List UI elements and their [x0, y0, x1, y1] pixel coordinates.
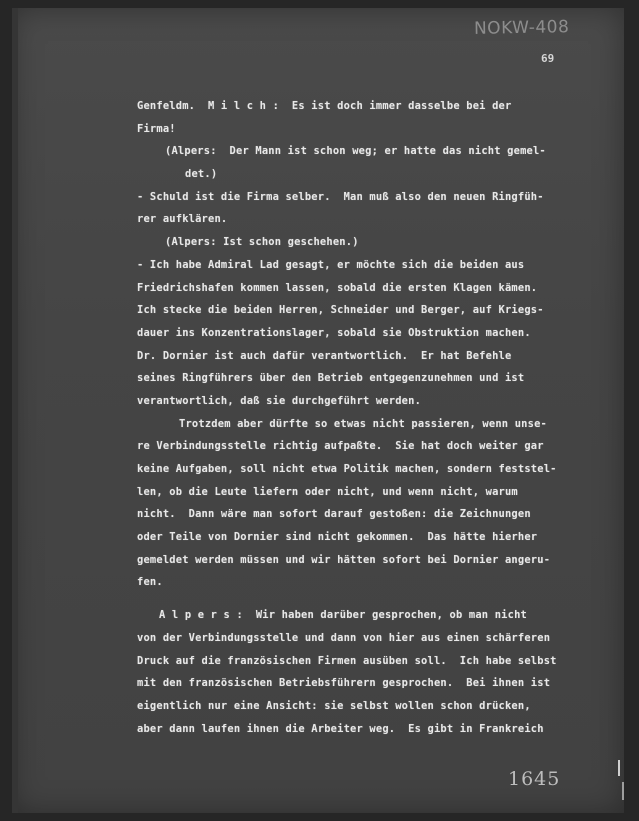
- transcript-line: - Schuld ist die Firma selber. Man muß also den neuen Ringfüh-: [137, 190, 544, 203]
- transcript-line: Trotzdem aber dürfte so etwas nicht passieren, wenn unse-: [179, 417, 547, 430]
- transcript-line: nicht. Dann wäre man sofort darauf gestoßen: die Zeichnungen: [137, 508, 531, 521]
- transcript-line: re Verbindungsstelle richtig aufpaßte. Sie hat doch weiter gar: [137, 440, 544, 453]
- transcript-line: Ich stecke die beiden Herren, Schneider und Berger, auf Kriegs-: [137, 304, 544, 317]
- transcript-line: fen.: [137, 576, 163, 589]
- transcript-line: A l p e r s : Wir haben darüber gesprochen, ob man nicht: [159, 609, 527, 622]
- transcript-line: - Ich habe Admiral Lad gesagt, er möchte sich die beiden aus: [137, 258, 525, 271]
- transcript-line: oder Teile von Dornier sind nicht gekommen. Das hätte hierher: [137, 531, 538, 544]
- page-number: 69: [541, 52, 555, 65]
- transcript-line: seines Ringführers über den Betrieb entgegenzunehmen und ist: [137, 372, 525, 385]
- transcript-line: det.): [185, 168, 218, 181]
- transcript-line: Dr. Dornier ist auch dafür verantwortlich. Er hat Befehle: [137, 349, 512, 362]
- transcript-line: keine Aufgaben, soll nicht etwa Politik machen, sondern feststel-: [137, 463, 557, 475]
- transcript-line: Firma!: [137, 122, 176, 135]
- transcript-line: von der Verbindungsstelle und dann von hier aus einen schärferen: [137, 631, 551, 644]
- transcript-line: verantwortlich, daß sie durchgeführt werden.: [137, 394, 422, 407]
- paragraph-gap: [137, 594, 607, 604]
- transcript-line: (Alpers: Ist schon geschehen.): [165, 236, 359, 249]
- transcript-line: (Alpers: Der Mann ist schon weg; er hatte das nicht gemel-: [165, 145, 546, 158]
- margin-mark-lower: [622, 782, 630, 800]
- transcript-line: gemeldet werden müssen und wir hätten sofort bei Dornier angeru-: [137, 553, 551, 566]
- transcript-line: mit den französischen Betriebsführern gesprochen. Bei ihnen ist: [137, 677, 551, 690]
- transcript-line: eigentlich nur eine Ansicht: sie selbst wollen schon drücken,: [137, 699, 531, 712]
- transcript-line: Druck auf die französischen Firmen ausüben soll. Ich habe selbst: [137, 654, 557, 667]
- transcript-line: Genfeldm. M i l c h : Es ist doch immer dasselbe bei der: [137, 100, 512, 112]
- transcript-line: dauer ins Konzentrationslager, sobald sie Obstruktion machen.: [137, 326, 531, 339]
- archive-reference: NOKW-408: [473, 17, 570, 39]
- transcript-line: aber dann laufen ihnen die Arbeiter weg. Es gibt in Frankreich: [137, 722, 544, 735]
- footer-stamp-number: 1645: [508, 768, 561, 790]
- transcript-line: len, ob die Leute liefern oder nicht, und wenn nicht, warum: [137, 485, 518, 498]
- page-edge-shadow: [12, 8, 18, 813]
- transcript-line: rer aufklären.: [137, 213, 228, 226]
- transcript-line: Friedrichshafen kommen lassen, sobald die ersten Klagen kämen.: [137, 281, 538, 294]
- margin-mark: [618, 760, 628, 776]
- transcript-body: [137, 95, 607, 740]
